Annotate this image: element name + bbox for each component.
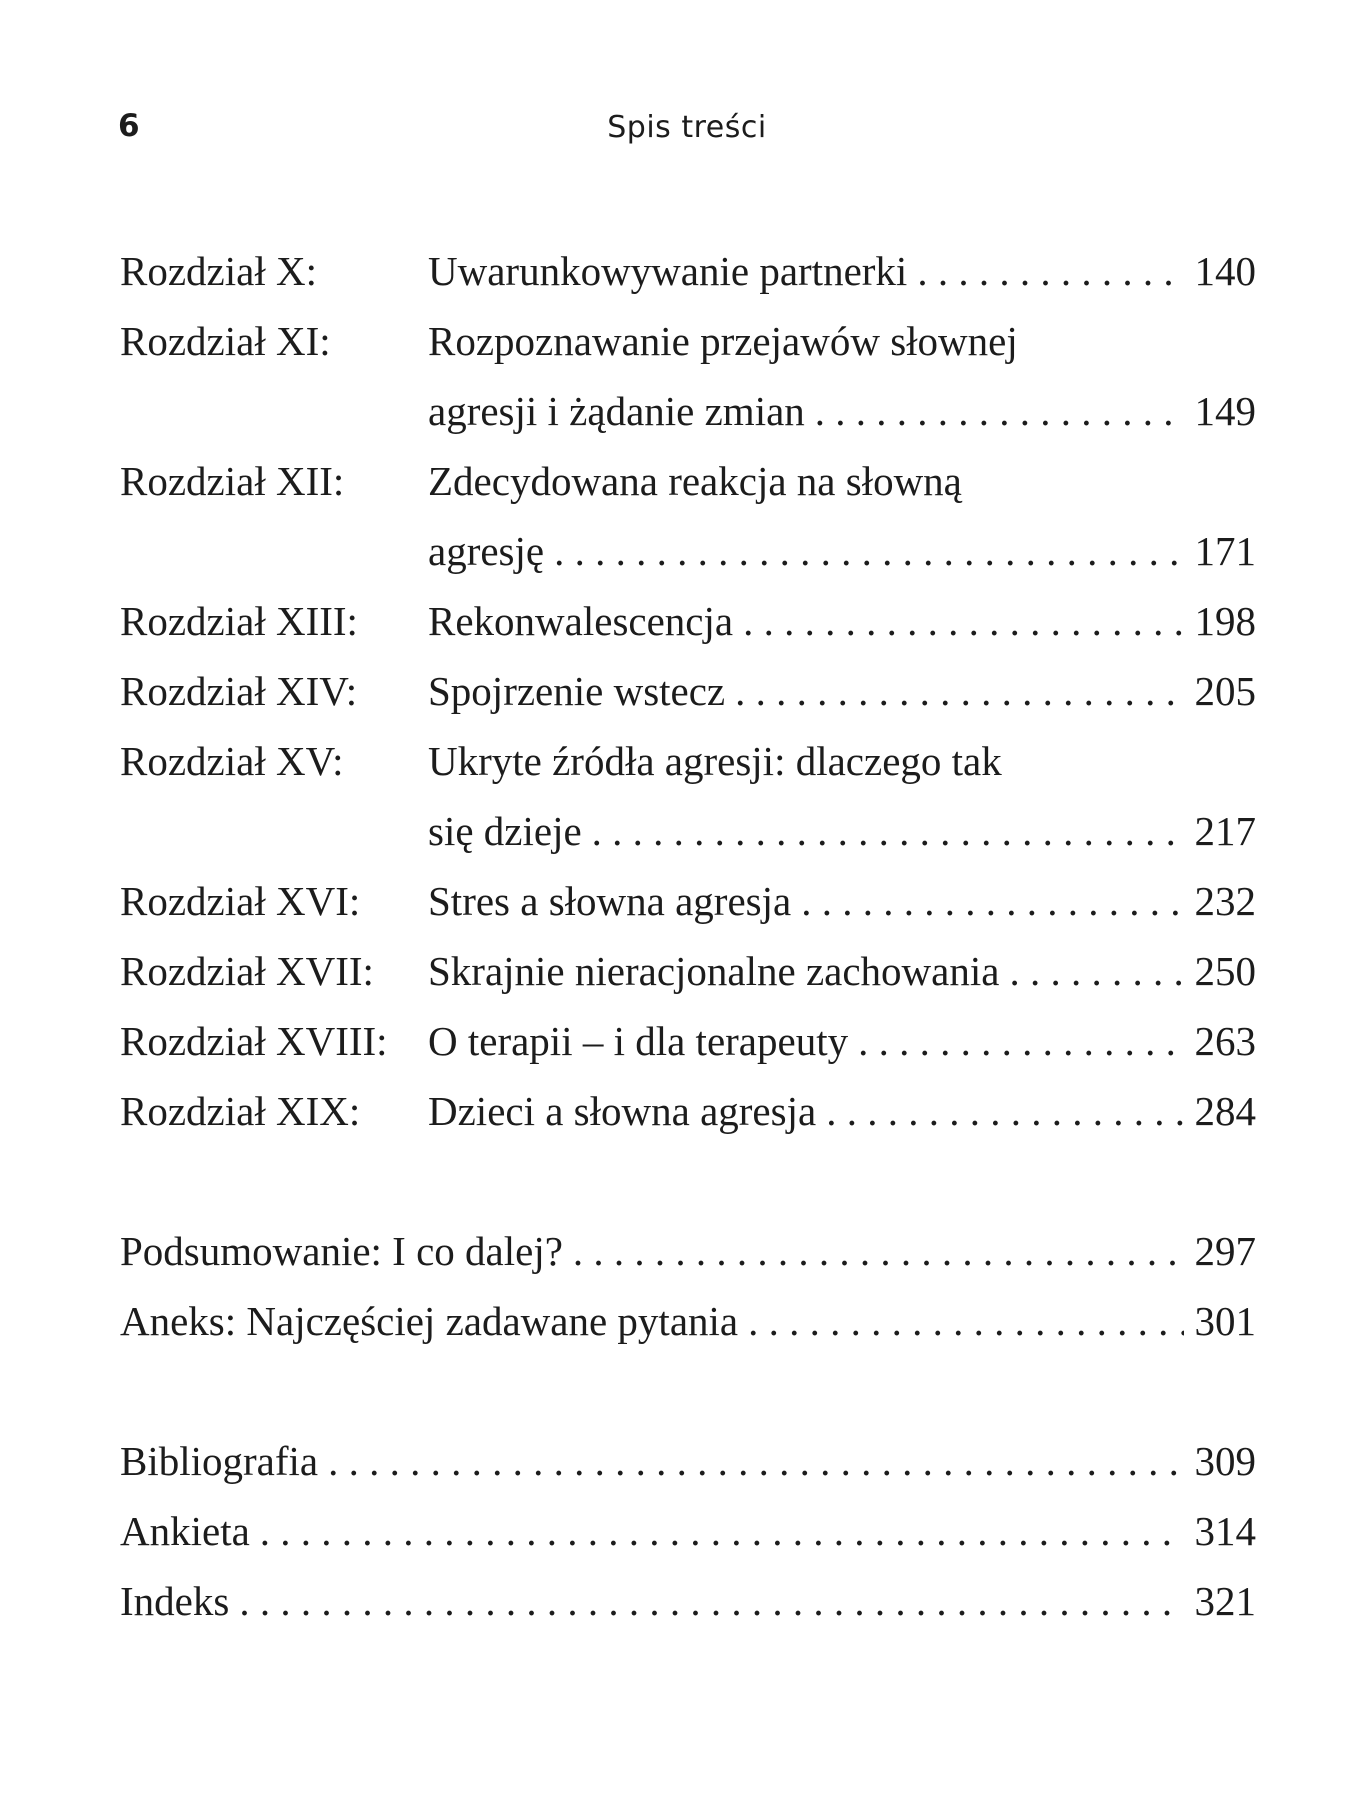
- page-reference: 314: [1194, 1508, 1256, 1554]
- toc-entry: [120, 866, 1256, 936]
- dot-leader: [917, 236, 1184, 306]
- chapter-label: Rozdział XVII:: [120, 948, 374, 994]
- toc-line: [428, 656, 1256, 726]
- toc-line: [428, 866, 1256, 936]
- section-spacer: [120, 1146, 1256, 1216]
- page-reference: 309: [1194, 1438, 1256, 1484]
- closing-title: Podsumowanie: I co dalej?: [120, 1228, 563, 1274]
- page-reference: 232: [1194, 878, 1256, 924]
- chapter-body: [428, 446, 1256, 586]
- toc-entry: [120, 1076, 1256, 1146]
- toc-line: [428, 376, 1256, 446]
- running-head: Spis treści: [607, 110, 767, 145]
- toc-line-back-matter: [120, 1426, 1256, 1496]
- chapter-title: Rozpoznawanie przejawów słownej: [428, 318, 1018, 364]
- dot-leader: [735, 656, 1184, 726]
- chapter-title: Spojrzenie wstecz: [428, 668, 726, 714]
- toc-entry: [120, 586, 1256, 656]
- chapter-title: Zdecydowana reakcja na słowną: [428, 458, 962, 504]
- back-matter-title: Ankieta: [120, 1508, 250, 1554]
- toc-line-closing: [120, 1286, 1256, 1356]
- dot-leader: [858, 1006, 1184, 1076]
- chapter-label: Rozdział X:: [120, 248, 317, 294]
- chapter-title: Stres a słowna agresja: [428, 878, 792, 924]
- dot-leader: [260, 1496, 1184, 1566]
- toc-line-back-matter: [120, 1496, 1256, 1566]
- page-reference: 205: [1194, 668, 1256, 714]
- chapter-label: Rozdział XVIII:: [120, 1018, 388, 1064]
- dot-leader: [748, 1286, 1184, 1356]
- back-matter-title: Indeks: [120, 1578, 230, 1624]
- toc-line-closing: [120, 1216, 1256, 1286]
- page-header: [118, 108, 1256, 158]
- toc-line: [428, 1076, 1256, 1146]
- chapter-title: Dzieci a słowna agresja: [428, 1088, 817, 1134]
- chapter-body: [428, 726, 1256, 866]
- chapter-label: Rozdział XIII:: [120, 598, 358, 644]
- page-reference: 321: [1194, 1578, 1256, 1624]
- toc-entry: [120, 306, 1256, 446]
- chapter-label: Rozdział XIX:: [120, 1088, 361, 1134]
- dot-leader: [815, 376, 1184, 446]
- chapter-title: Skrajnie nieracjonalne zachowania: [428, 948, 1000, 994]
- toc-entry: [120, 726, 1256, 866]
- dot-leader: [239, 1566, 1184, 1636]
- chapter-title-continued: się dzieje: [428, 808, 582, 854]
- chapter-body: [428, 1076, 1256, 1146]
- dot-leader: [826, 1076, 1184, 1146]
- dot-leader: [1009, 936, 1184, 1006]
- toc-line: [428, 796, 1256, 866]
- page-number: 6: [118, 108, 140, 144]
- toc-line: [428, 586, 1256, 656]
- chapter-title-continued: agresji i żądanie zmian: [428, 388, 805, 434]
- section-spacer: [120, 1356, 1256, 1426]
- chapter-body: [428, 306, 1256, 446]
- toc-entry: [120, 1006, 1256, 1076]
- toc-entry: [120, 936, 1256, 1006]
- chapter-body: [428, 656, 1256, 726]
- toc-line: [428, 446, 1256, 516]
- dot-leader: [554, 516, 1184, 586]
- toc-line-back-matter: [120, 1566, 1256, 1636]
- chapter-label: Rozdział XI:: [120, 318, 331, 364]
- dot-leader: [328, 1426, 1184, 1496]
- chapter-label: Rozdział XV:: [120, 738, 344, 784]
- table-of-contents: [120, 236, 1256, 1636]
- chapter-title: Rekonwalescencja: [428, 598, 734, 644]
- chapter-label: Rozdział XIV:: [120, 668, 358, 714]
- chapter-title-continued: agresję: [428, 528, 545, 574]
- chapter-label: Rozdział XII:: [120, 458, 345, 504]
- page-reference: 149: [1194, 388, 1256, 434]
- page-reference: 284: [1194, 1088, 1256, 1134]
- chapter-title: O terapii – i dla terapeuty: [428, 1018, 849, 1064]
- page-reference: 171: [1194, 528, 1256, 574]
- chapter-body: [428, 236, 1256, 306]
- toc-entry: [120, 236, 1256, 306]
- toc-line: [428, 726, 1256, 796]
- dot-leader: [592, 796, 1184, 866]
- toc-line: [428, 236, 1256, 306]
- chapter-title: Uwarunkowywanie partnerki: [428, 248, 908, 294]
- chapter-title: Ukryte źródła agresji: dlaczego tak: [428, 738, 1002, 784]
- chapter-body: [428, 936, 1256, 1006]
- page-reference: 140: [1194, 248, 1256, 294]
- dot-leader: [743, 586, 1184, 656]
- page-reference: 250: [1194, 948, 1256, 994]
- toc-line: [428, 306, 1256, 376]
- toc-entry: [120, 656, 1256, 726]
- back-matter-title: Bibliografia: [120, 1438, 319, 1484]
- page-reference: 263: [1194, 1018, 1256, 1064]
- page-reference: 297: [1194, 1228, 1256, 1274]
- page-reference: 217: [1194, 808, 1256, 854]
- chapter-label: Rozdział XVI:: [120, 878, 361, 924]
- page-reference: 198: [1194, 598, 1256, 644]
- toc-entry: [120, 446, 1256, 586]
- dot-leader: [573, 1216, 1184, 1286]
- dot-leader: [801, 866, 1184, 936]
- chapter-body: [428, 1006, 1256, 1076]
- toc-line: [428, 936, 1256, 1006]
- chapter-body: [428, 866, 1256, 936]
- chapter-body: [428, 586, 1256, 656]
- closing-title: Aneks: Najczęściej zadawane pytania: [120, 1298, 739, 1344]
- page-reference: 301: [1194, 1298, 1256, 1344]
- toc-line: [428, 1006, 1256, 1076]
- toc-line: [428, 516, 1256, 586]
